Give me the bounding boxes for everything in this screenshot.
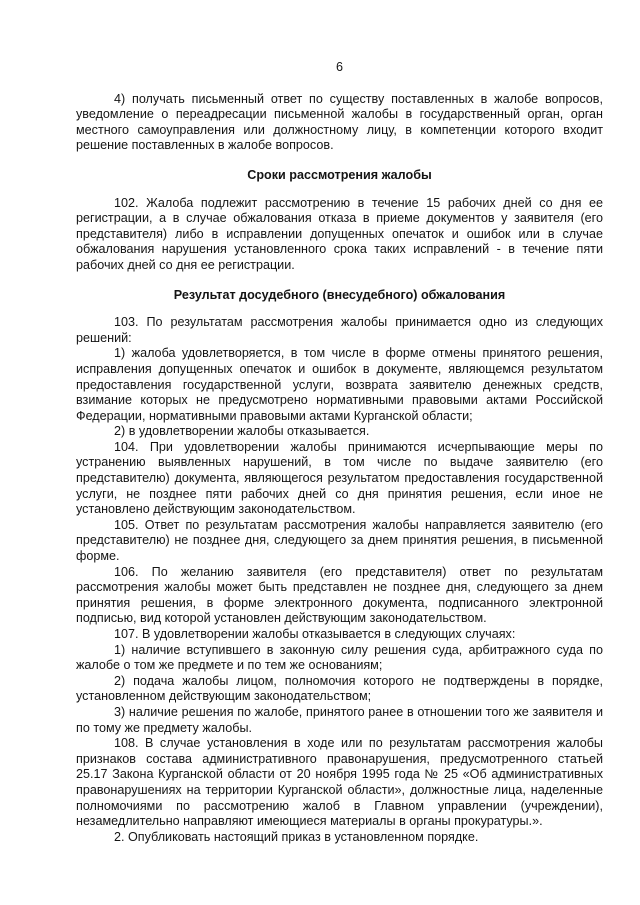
paragraph-103: 103. По результатам рассмотрения жалобы принимается одно из следующих решений:: [76, 315, 603, 345]
section-heading-terms: Сроки рассмотрения жалобы: [247, 167, 432, 182]
paragraph-103-item-2: 2) в удовлетворении жалобы отказывается.: [114, 424, 370, 439]
paragraph-item-4: 4) получать письменный ответ по существу поставленных в жалобе вопросов, уведомление о переадресации письменной жалобы в государственный орган, орган местного самоуправления или должностному лицу, в компетенции которого входит решение поставленных в жалобе вопросов.: [76, 91, 603, 153]
paragraph-2: 2. Опубликовать настоящий приказ в установленном порядке.: [114, 829, 479, 844]
paragraph-108: 108. В случае установления в ходе или по результатам рассмотрения жалобы признаков состава административного правонарушения, предусмотренного статьей 25.17 Закона Курганской области от 20 ноября 1995 года № 25 «Об административных правонарушениях на территории Курганской области», должностные лица, наделенные полномочиями по рассмотрению жалоб в Главном управлении (учреждении), незамедлительно направляют имеющиеся материалы в органы прокуратуры.».: [76, 736, 603, 829]
page-number: 6: [335, 60, 343, 74]
paragraph-102: 102. Жалоба подлежит рассмотрению в течение 15 рабочих дней со дня ее регистрации, а в случае обжалования отказа в приеме документов у заявителя (его представителя) либо в исправлении допущенных опечаток и ошибок или в случае обжалования нарушения установленного срока таких исправлений - в течение пяти рабочих дней со дня ее регистрации.: [76, 195, 603, 272]
paragraph-107-item-3: 3) наличие решения по жалобе, принятого ранее в отношении того же заявителя и по тому же предмету жалобы.: [76, 704, 603, 735]
paragraph-107: 107. В удовлетворении жалобы отказывается в следующих случаях:: [114, 627, 516, 641]
paragraph-107-item-1: 1) наличие вступившего в законную силу решения суда, арбитражного суда по жалобе о том же предмете и по тем же основаниям;: [76, 642, 603, 673]
paragraph-106: 106. По желанию заявителя (его представителя) ответ по результатам рассмотрения жалобы может быть представлен не позднее дня, следующего за днем принятия решения, в форме электронного документа, подписанного электронной подписью, вид которой установлен действующим законодательством.: [76, 564, 603, 626]
paragraph-105: 105. Ответ по результатам рассмотрения жалобы направляется заявителю (его представителю) не позднее дня, следующего за днем принятия решения, в письменной форме.: [76, 517, 603, 564]
section-heading-result: Результат досудебного (внесудебного) обжалования: [173, 287, 506, 302]
paragraph-107-item-2: 2) подача жалобы лицом, полномочия которого не подтверждены в порядке, установленном действующим законодательством;: [76, 673, 603, 704]
paragraph-104: 104. При удовлетворении жалобы принимаются исчерпывающие меры по устранению выявленных нарушений, в том числе по выдаче заявителю (его представителю) документа, являющегося результатом предоставления государственной услуги, не позднее пяти рабочих дней со дня принятия решения, если иное не установлено действующим законодательством.: [76, 439, 603, 517]
paragraph-103-item-1: 1) жалоба удовлетворяется, в том числе в форме отмены принятого решения, исправления допущенных опечаток и ошибок в документе, являющемся результатом предоставления государственной услуги, возврата заявителю денежных средств, взимание которых не предусмотрено нормативными правовыми актами Российской Федерации, нормативными правовыми актами Курганской области;: [76, 346, 603, 423]
